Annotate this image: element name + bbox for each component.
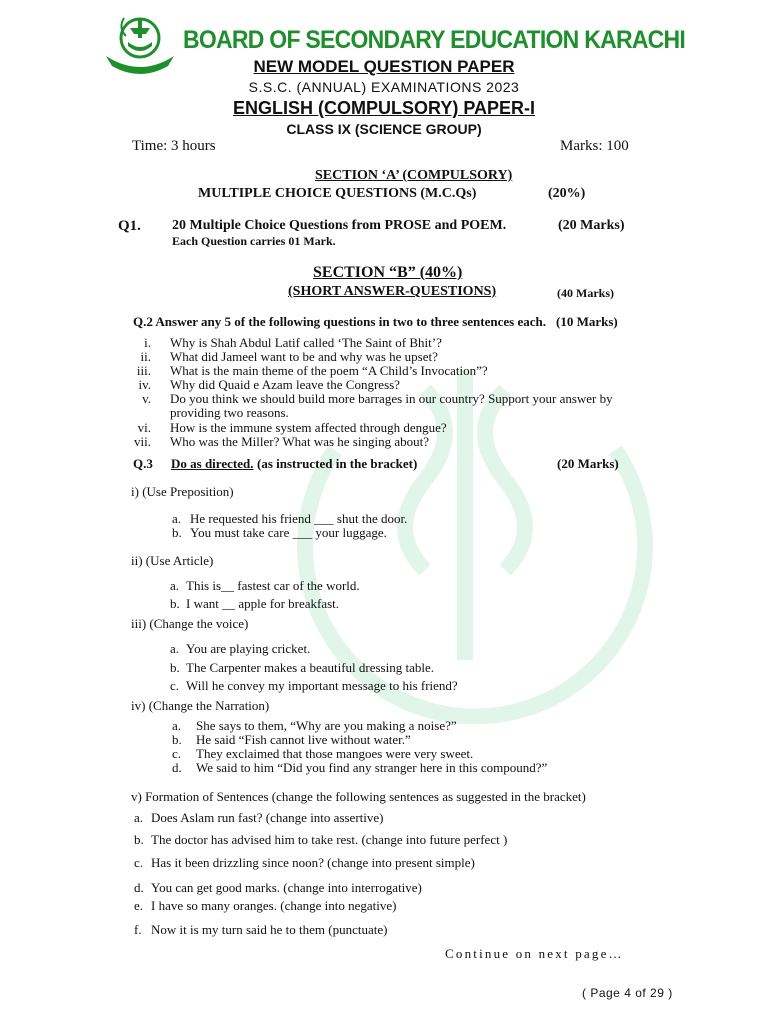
q1-note: Each Question carries 01 Mark. xyxy=(172,234,336,248)
q2-item-text: providing two reasons. xyxy=(170,405,289,420)
q3-item-letter: b. xyxy=(170,596,180,611)
q3-item-letter: b. xyxy=(170,660,180,675)
q2-marks: (10 Marks) xyxy=(556,314,618,329)
q3-item-text: This is__ fastest car of the world. xyxy=(186,578,360,593)
q1-number: Q1. xyxy=(118,218,141,234)
continue-note: Continue on next page… xyxy=(445,946,624,961)
q3-item-text: You are playing cricket. xyxy=(186,641,311,656)
q3-item-text: The doctor has advised him to take rest. (change into future perfect ) xyxy=(151,832,508,847)
q3-item-text: The Carpenter makes a beautiful dressing table. xyxy=(186,660,434,675)
q3-item-letter: e. xyxy=(134,898,144,913)
board-name: BOARD OF SECONDARY EDUCATION KARACHI xyxy=(183,26,686,54)
q3-item-text: Has it been drizzling since noon? (change into present simple) xyxy=(151,855,475,870)
q3-group-label: iii) (Change the voice) xyxy=(131,616,249,631)
q3-directed: Do as directed. xyxy=(171,456,254,471)
q2-item-number: i. xyxy=(144,335,151,350)
section-a-title: SECTION ‘A’ (COMPULSORY) xyxy=(315,168,513,183)
q3-group-label: iv) (Change the Narration) xyxy=(131,698,270,713)
q3-item-text: He requested his friend ___ shut the door. xyxy=(190,511,408,526)
q3-item-letter: f. xyxy=(134,922,142,937)
section-a-subtitle: MULTIPLE CHOICE QUESTIONS (M.C.Qs) xyxy=(198,186,477,201)
time-label: Time: 3 hours xyxy=(132,138,216,154)
marks-label: Marks: 100 xyxy=(560,138,629,154)
q3-number: Q.3 xyxy=(133,456,153,471)
q2-item-number: vii. xyxy=(134,434,151,449)
q2-item-text: Who was the Miller? What was he singing about? xyxy=(170,434,429,449)
q2-item-number: iii. xyxy=(136,363,151,378)
q3-item-letter: a. xyxy=(134,810,144,825)
exam-title: S.S.C. (ANNUAL) EXAMINATIONS 2023 xyxy=(248,79,520,95)
q3-item-text: He said “Fish cannot live without water.” xyxy=(196,732,411,747)
q3-item-text: Does Aslam run fast? (change into assertive) xyxy=(151,810,384,825)
page-number: ( Page 4 of 29 ) xyxy=(582,986,673,1000)
q3-item-text: Now it is my turn said he to them (punctuate) xyxy=(151,922,388,937)
q3-item-letter: b. xyxy=(172,732,182,747)
q2-item-text: What did Jameel want to be and why was he upset? xyxy=(170,349,438,364)
q2-item-number: vi. xyxy=(137,420,151,435)
q2-item-text: What is the main theme of the poem “A Child’s Invocation”? xyxy=(170,363,488,378)
q3-item-text: I want __ apple for breakfast. xyxy=(186,596,340,611)
section-b-subtitle: (SHORT ANSWER-QUESTIONS) xyxy=(288,284,497,299)
q2-item-number: ii. xyxy=(140,349,151,364)
q3-group-label: v) Formation of Sentences (change the following sentences as suggested in the bracket) xyxy=(131,789,586,804)
q3-item-text: You can get good marks. (change into interrogative) xyxy=(151,880,422,895)
q2-text: Q.2 Answer any 5 of the following questions in two to three sentences each. xyxy=(133,314,546,329)
q2-item-text: Why is Shah Abdul Latif called ‘The Saint of Bhit’? xyxy=(170,335,442,350)
q3-item-text: They exclaimed that those mangoes were very sweet. xyxy=(196,746,474,761)
q3-item-letter: c. xyxy=(170,678,180,693)
q3-item-letter: d. xyxy=(134,880,144,895)
section-b-title: SECTION “B” (40%) xyxy=(313,264,463,281)
section-b-marks: (40 Marks) xyxy=(557,286,614,300)
paper-title: NEW MODEL QUESTION PAPER xyxy=(253,57,515,76)
q3-item-text: You must take care ___ your luggage. xyxy=(190,525,387,540)
q3-instruction: (as instructed in the bracket) xyxy=(257,456,418,471)
q3-item-letter: a. xyxy=(170,641,180,656)
paper-name: ENGLISH (COMPULSORY) PAPER-I xyxy=(232,98,535,118)
q3-item-letter: a. xyxy=(172,718,182,733)
q2-item-text: How is the immune system affected through dengue? xyxy=(170,420,447,435)
q3-item-text: She says to them, “Why are you making a noise?” xyxy=(196,718,457,733)
q3-group-label: i) (Use Preposition) xyxy=(131,484,234,499)
q3-item-letter: d. xyxy=(172,760,182,775)
q3-item-letter: a. xyxy=(170,578,180,593)
q1-text: 20 Multiple Choice Questions from PROSE and POEM. xyxy=(172,218,507,233)
q3-group-label: ii) (Use Article) xyxy=(131,553,214,568)
q3-item-text: We said to him “Did you find any stranger here in this compound?” xyxy=(196,760,548,775)
q3-item-letter: b. xyxy=(134,832,144,847)
q3-item-letter: a. xyxy=(172,511,182,526)
q2-item-number: v. xyxy=(142,391,151,406)
q3-marks: (20 Marks) xyxy=(557,456,619,471)
section-a-percent: (20%) xyxy=(548,186,586,201)
q2-item-number: iv. xyxy=(138,377,151,392)
q3-item-letter: b. xyxy=(172,525,182,540)
q3-item-letter: c. xyxy=(134,855,144,870)
q3-item-text: Will he convey my important message to his friend? xyxy=(186,678,458,693)
q2-item-text: Do you think we should build more barrages in our country? Support your answer by xyxy=(170,391,613,406)
q3-item-letter: c. xyxy=(172,746,182,761)
q1-marks: (20 Marks) xyxy=(558,218,625,233)
q2-item-text: Why did Quaid e Azam leave the Congress? xyxy=(170,377,400,392)
q3-item-text: I have so many oranges. (change into negative) xyxy=(151,898,397,913)
class-name: CLASS IX (SCIENCE GROUP) xyxy=(286,121,482,137)
